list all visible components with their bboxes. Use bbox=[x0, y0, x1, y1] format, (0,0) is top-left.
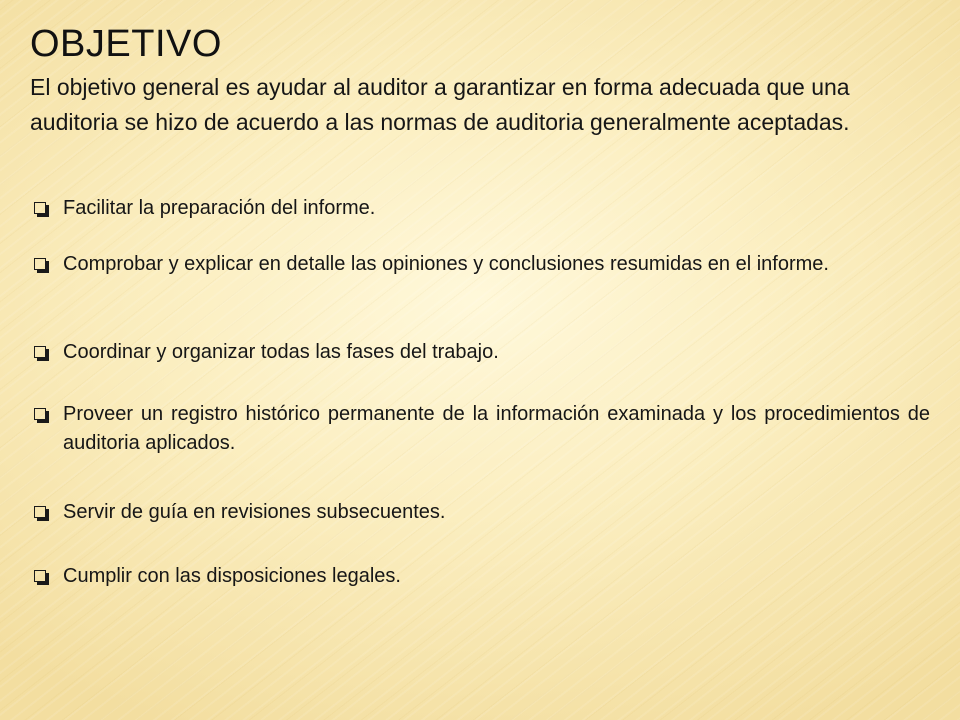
bullet-item bbox=[34, 562, 930, 591]
bullet-item bbox=[34, 194, 930, 223]
bullet-text: Cumplir con las disposiciones legales. bbox=[63, 565, 401, 587]
bullet-item bbox=[34, 498, 930, 527]
checkbox-square-icon bbox=[34, 570, 49, 585]
checkbox-square-icon bbox=[34, 506, 49, 521]
checkbox-square-icon bbox=[34, 202, 49, 217]
bullet-item bbox=[34, 400, 930, 458]
bullet-text: Servir de guía en revisiones subsecuentes. bbox=[63, 501, 446, 523]
checkbox-square-icon bbox=[34, 346, 49, 361]
checkbox-square-icon bbox=[34, 408, 49, 423]
bullet-text: Comprobar y explicar en detalle las opiniones y conclusiones resumidas en el informe. bbox=[63, 253, 829, 275]
objective-paragraph: El objetivo general es ayudar al auditor a garantizar en forma adecuada que una auditoria se hizo de acuerdo a las normas de auditoria generalmente aceptadas. bbox=[30, 74, 850, 135]
bullet-text: Proveer un registro histórico permanente de la información examinada y los procedimientos de auditoria aplicados. bbox=[63, 403, 930, 454]
bullet-item bbox=[34, 338, 930, 367]
slide-title: OBJETIVO bbox=[30, 23, 222, 65]
bullet-text: Coordinar y organizar todas las fases del trabajo. bbox=[63, 341, 499, 363]
bullet-text: Facilitar la preparación del informe. bbox=[63, 197, 376, 219]
bullet-item bbox=[34, 250, 930, 279]
checkbox-square-icon bbox=[34, 258, 49, 273]
